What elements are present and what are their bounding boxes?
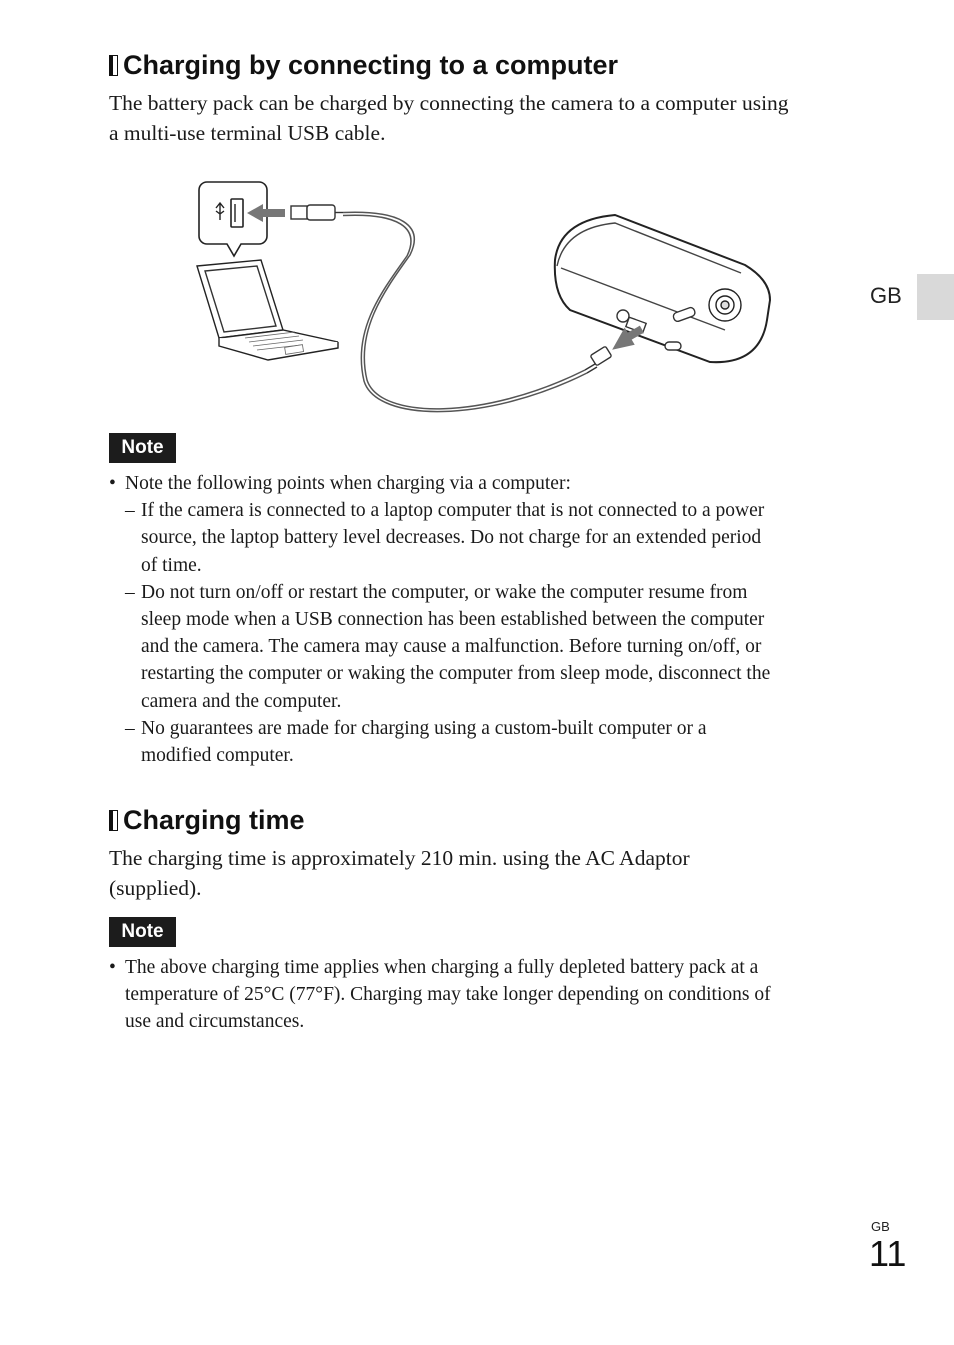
note-line: modified computer. xyxy=(141,745,294,767)
heading-marker-icon xyxy=(109,55,118,76)
note-line: sleep mode when a USB connection has been established between the computer xyxy=(141,609,765,631)
note-item xyxy=(109,715,869,769)
body-line: a multi-use terminal USB cable. xyxy=(109,121,386,145)
note-line: use and circumstances. xyxy=(125,1011,305,1033)
camera-icon xyxy=(555,215,770,362)
usb-symbol-icon xyxy=(199,182,267,256)
section-body xyxy=(109,843,869,903)
side-tab-label: GB xyxy=(870,283,902,308)
note-line: • The above charging time applies when charging a fully depleted battery pack at a xyxy=(125,957,759,978)
note-badge: Note xyxy=(109,917,176,947)
note-item xyxy=(109,579,869,715)
section-heading-charging-computer xyxy=(109,49,618,81)
section-heading-charging-time xyxy=(109,804,305,836)
note-bullet: • Note the following points when charging via a computer: xyxy=(109,470,869,497)
note-list xyxy=(109,954,869,1036)
note-item xyxy=(109,497,869,579)
section-heading-text: Charging by connecting to a computer xyxy=(123,50,619,80)
note-line: source, the laptop battery level decreases. Do not charge for an extended period xyxy=(141,527,762,549)
note-badge: Note xyxy=(109,433,176,463)
note-line: of time. xyxy=(141,554,202,576)
note-line: – Do not turn on/off or restart the computer, or wake the computer resume from xyxy=(141,581,748,603)
note-line: – If the camera is connected to a laptop computer that is not connected to a power xyxy=(141,500,765,522)
note-line: camera and the computer. xyxy=(141,690,342,712)
page-number: 11 xyxy=(869,1233,907,1274)
body-line: The charging time is approximately 210 min. using the AC Adaptor xyxy=(109,846,690,870)
laptop-icon xyxy=(197,260,338,360)
side-tab xyxy=(917,274,954,320)
section-body xyxy=(109,88,869,148)
note-line: and the camera. The camera may cause a malfunction. Before turning on/off, or xyxy=(141,636,762,658)
body-line: The battery pack can be charged by connecting the camera to a computer using xyxy=(109,91,789,115)
body-line: (supplied). xyxy=(109,876,202,900)
note-line: temperature of 25°C (77°F). Charging may take longer depending on conditions of xyxy=(125,984,771,1006)
section-heading-text: Charging time xyxy=(123,805,305,835)
note-line: restarting the computer or waking the computer from sleep mode, disconnect the xyxy=(141,663,771,685)
note-line: – No guarantees are made for charging using a custom-built computer or a xyxy=(141,717,707,739)
heading-marker-icon xyxy=(109,810,118,831)
note-bullet xyxy=(109,954,869,1036)
usb-connection-illustration xyxy=(185,170,785,420)
note-list xyxy=(109,470,869,769)
page-language: GB xyxy=(871,1219,890,1234)
